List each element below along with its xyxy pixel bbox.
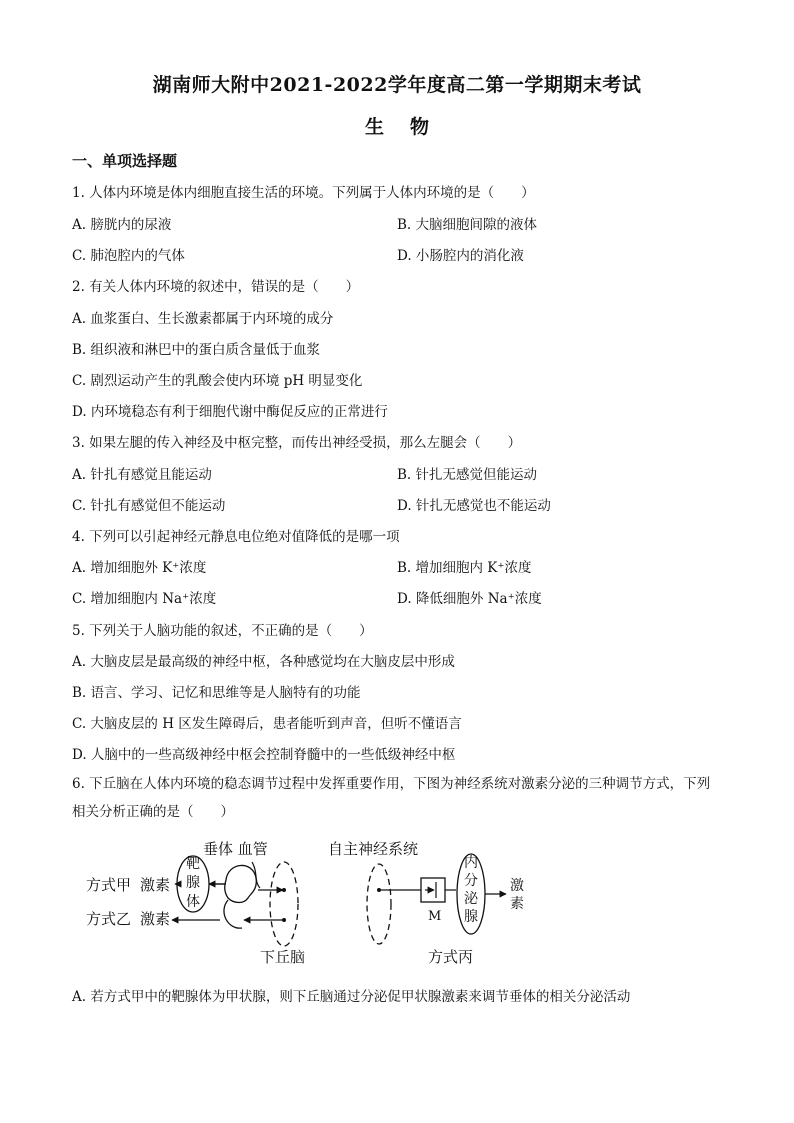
hormone-char: 激 [510, 878, 524, 894]
question-stem: 5. 下列关于人脑功能的叙述，不正确的是（ ） [72, 623, 373, 639]
option: B. 增加细胞内 K⁺浓度 [397, 560, 532, 576]
mode-c-label: 方式丙 [428, 948, 474, 966]
option: B. 组织液和淋巴中的蛋白质含量低于血浆 [72, 342, 321, 358]
pituitary-shape [225, 865, 257, 902]
question-stem: 6. 下丘脑在人体内环境的稳态调节过程中发挥重要作用，下图为神经系统对激素分泌的三种调节方式，下列相关分析正确的是（ ） [72, 776, 711, 820]
hormone-label-a: 激素 [140, 876, 171, 894]
target-gland-char: 腺 [186, 875, 200, 891]
exam-title: 湖南师大附中2021-2022学年度高二第一学期期末考试 [152, 74, 642, 96]
mode-a-label: 方式甲 [86, 876, 132, 894]
question-stem: 1. 人体内环境是体内细胞直接生活的环境。下列属于人体内环境的是（ ） [72, 185, 535, 201]
endocrine-char: 泌 [464, 891, 478, 907]
option: C. 大脑皮层的 H 区发生障碍后，患者能听到声音，但听不懂语言 [72, 716, 462, 732]
neuron-dot [282, 888, 286, 892]
question-stem: 3. 如果左腿的传入神经及中枢完整，而传出神经受损，那么左腿会（ ） [72, 435, 522, 451]
option: D. 针扎无感觉也不能运动 [397, 498, 551, 514]
option: D. 降低细胞外 Na⁺浓度 [397, 591, 542, 607]
option: A. 膀胱内的尿液 [72, 217, 172, 233]
option: A. 大脑皮层是最高级的神经中枢，各种感觉均在大脑皮层中形成 [72, 654, 455, 670]
option: A. 针扎有感觉且能运动 [72, 467, 212, 483]
option: A. 增加细胞外 K⁺浓度 [72, 560, 207, 576]
option: A. 血浆蛋白、生长激素都属于内环境的成分 [72, 311, 334, 327]
target-gland-char: 体 [186, 894, 200, 910]
option: A. 若方式甲中的靶腺体为甲状腺，则下丘脑通过分泌促甲状腺激素来调节垂体的相关分泌活动 [72, 989, 631, 1005]
option: B. 语言、学习、记忆和思维等是人脑特有的功能 [72, 685, 361, 701]
option: B. 大脑细胞间隙的液体 [397, 217, 538, 233]
option: D. 人脑中的一些高级神经中枢会控制脊髓中的一些低级神经中枢 [72, 747, 456, 763]
ans-label: 自主神经系统 [328, 840, 419, 858]
endocrine-char: 内 [464, 855, 478, 871]
ans-ellipse [367, 864, 391, 944]
hormone-char: 素 [510, 896, 524, 912]
m-label: M [428, 909, 442, 924]
section-heading: 一、单项选择题 [72, 152, 178, 170]
endocrine-char: 腺 [464, 909, 478, 925]
option: B. 针扎无感觉但能运动 [397, 467, 538, 483]
option: D. 内环境稳态有利于细胞代谢中酶促反应的正常进行 [72, 404, 388, 420]
regulation-diagram [78, 832, 538, 967]
pituitary-vessel-label: 垂体 血管 [203, 840, 268, 858]
neuron-dot [282, 918, 286, 922]
hypothalamus-label: 下丘脑 [260, 948, 306, 966]
hypothalamus-ellipse [270, 862, 298, 946]
mode-b-label: 方式乙 [86, 910, 132, 928]
pituitary-stalk [224, 900, 242, 928]
option: C. 增加细胞内 Na⁺浓度 [72, 591, 217, 607]
subject-title: 生物 [364, 116, 455, 138]
target-gland-char: 靶 [186, 856, 200, 872]
endocrine-char: 分 [464, 873, 478, 889]
question-stem: 4. 下列可以引起神经元静息电位绝对值降低的是哪一项 [72, 529, 400, 545]
neuron-dot [377, 888, 381, 892]
option: D. 小肠腔内的消化液 [397, 248, 524, 264]
option: C. 肺泡腔内的气体 [72, 248, 185, 264]
option: C. 剧烈运动产生的乳酸会使内环境 pH 明显变化 [72, 373, 363, 389]
option: C. 针扎有感觉但不能运动 [72, 498, 226, 514]
hormone-label-b: 激素 [140, 910, 171, 928]
question-stem: 2. 有关人体内环境的叙述中，错误的是（ ） [72, 279, 360, 295]
